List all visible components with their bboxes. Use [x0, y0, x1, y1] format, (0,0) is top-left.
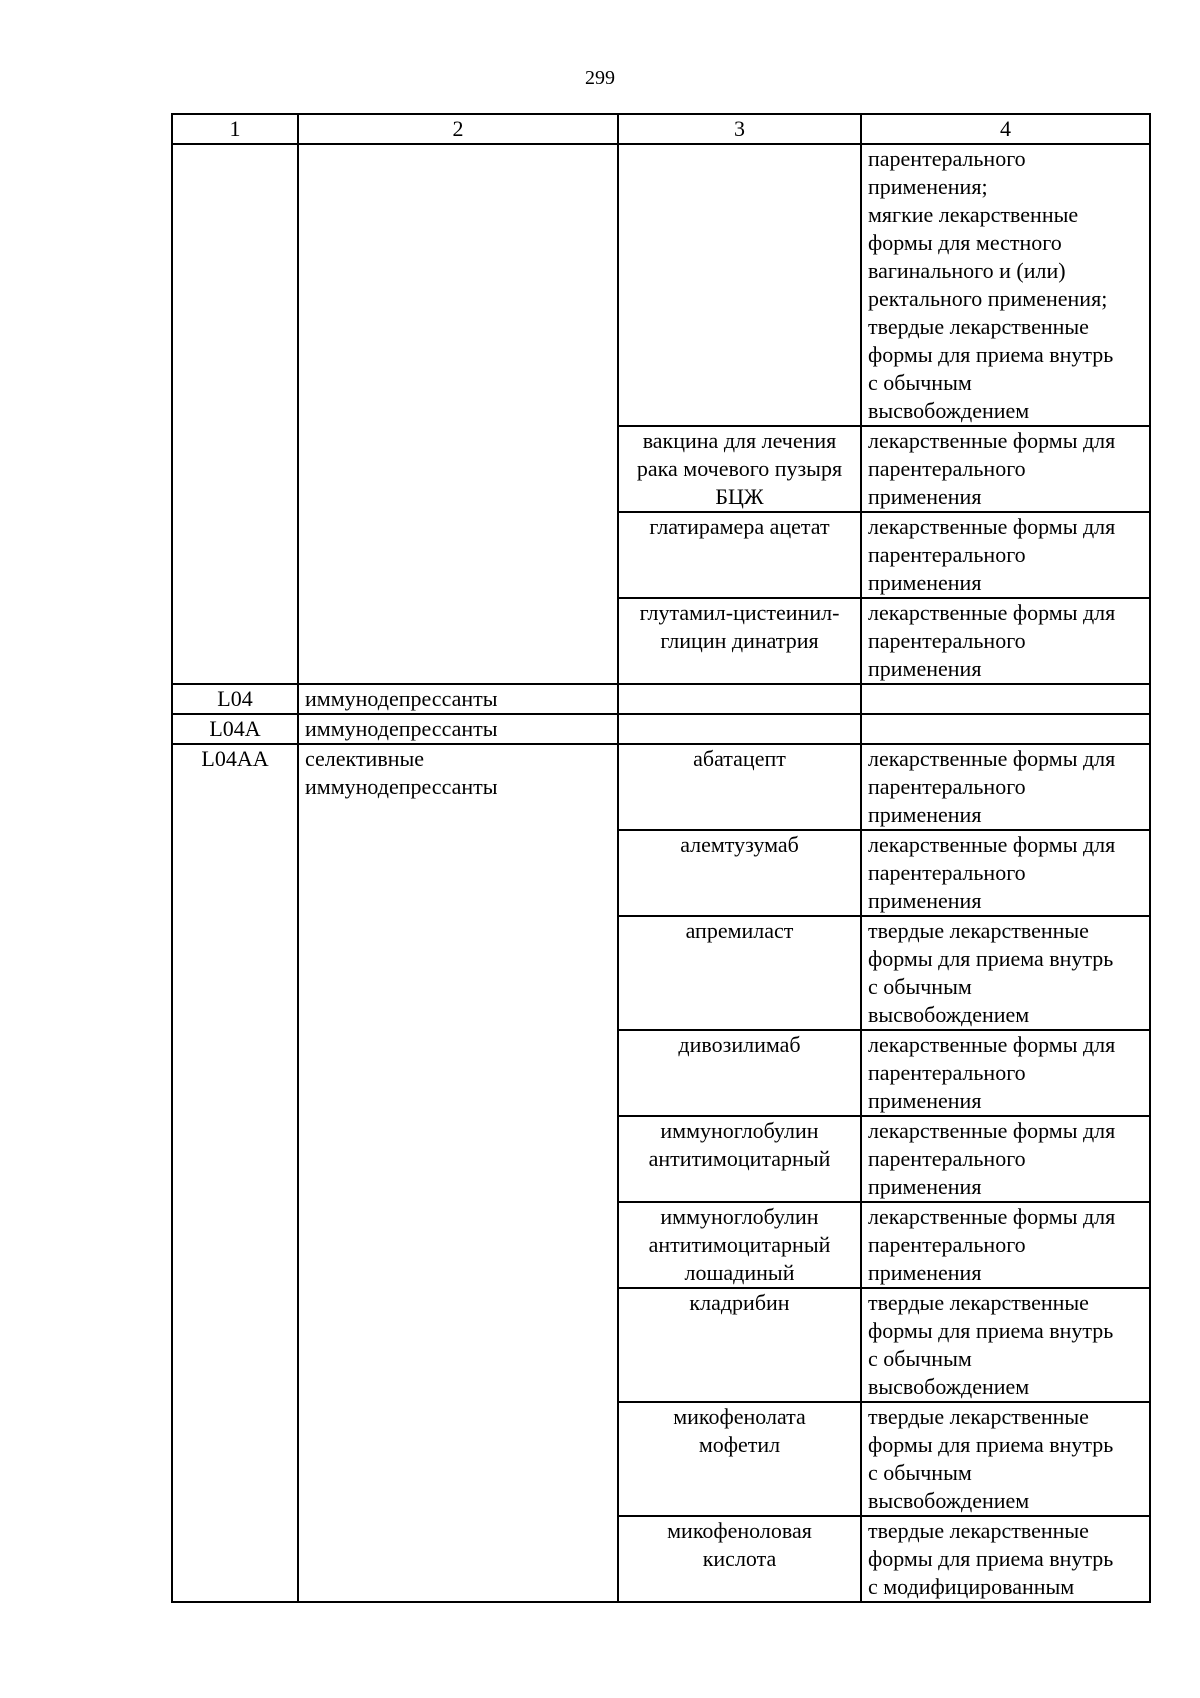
dosage-form-cell-line: с модифицированным: [868, 1574, 1075, 1599]
dosage-form-cell-line: парентерального: [868, 628, 1026, 653]
dosage-form-cell-line: применения: [868, 1260, 982, 1285]
drug-name-cell-line: иммуноглобулин: [660, 1204, 819, 1229]
dosage-form-cell-line: парентерального: [868, 456, 1026, 481]
dosage-form-cell-line: лекарственные формы для: [868, 746, 1116, 771]
dosage-form-cell-line: формы для приема внутрь: [868, 946, 1114, 971]
table-row: [172, 144, 1150, 426]
dosage-form-cell-line: высвобождением: [868, 1488, 1030, 1513]
drug-name-cell: [618, 598, 861, 684]
drug-name-cell: [618, 1402, 861, 1516]
dosage-form-cell-line: формы для приема внутрь: [868, 1318, 1114, 1343]
atc-code-cell: L04: [172, 684, 298, 714]
table-header-row: [172, 114, 1150, 144]
drug-name-cell-line: апремиласт: [685, 918, 794, 943]
dosage-form-cell-line: применения: [868, 1088, 982, 1113]
drug-name-cell-line: мофетил: [698, 1432, 781, 1457]
dosage-form-cell-line: парентерального: [868, 860, 1026, 885]
atc-code-cell: [172, 144, 298, 684]
dosage-form-cell-line: применения: [868, 802, 982, 827]
drug-name-cell-line: абатацепт: [693, 746, 786, 771]
atc-code-cell: L04AA: [172, 744, 298, 1602]
dosage-form-cell: [861, 598, 1150, 684]
dosage-form-cell-line: применения: [868, 888, 982, 913]
drug-name-cell: [618, 1202, 861, 1288]
dosage-form-cell-line: твердые лекарственные: [868, 918, 1089, 943]
dosage-form-cell: [861, 1402, 1150, 1516]
drug-name-cell-line: лошадиный: [684, 1260, 795, 1285]
group-cell: иммунодепрессанты: [298, 684, 618, 714]
group-cell: иммунодепрессанты: [298, 714, 618, 744]
dosage-form-cell-line: с обычным: [868, 1346, 972, 1371]
group-cell-line: селективные: [305, 746, 425, 771]
drug-name-cell-line: вакцина для лечения: [642, 428, 837, 453]
dosage-form-cell-line: применения;: [868, 174, 988, 199]
drug-name-cell: [618, 512, 861, 598]
atc-code-cell: L04A: [172, 714, 298, 744]
dosage-form-cell: [861, 512, 1150, 598]
drug-name-cell-line: микофеноловая: [667, 1518, 812, 1543]
column-header-2: 2: [298, 114, 618, 144]
dosage-form-cell-line: с обычным: [868, 370, 972, 395]
drug-name-cell-line: БЦЖ: [715, 484, 764, 509]
drug-name-cell-line: антитимоцитарный: [648, 1146, 831, 1171]
drug-name-cell: [618, 144, 861, 426]
dosage-form-cell-line: парентерального: [868, 774, 1026, 799]
dosage-form-cell-line: лекарственные формы для: [868, 428, 1116, 453]
table-row: [172, 714, 1150, 744]
group-cell: [298, 744, 618, 1602]
dosage-form-cell-line: лекарственные формы для: [868, 600, 1116, 625]
drug-name-cell: [618, 426, 861, 512]
drug-name-cell: [618, 714, 861, 744]
drug-name-cell-line: глутамил-цистеинил-: [639, 600, 840, 625]
dosage-form-cell-line: твердые лекарственные: [868, 1404, 1089, 1429]
dosage-form-cell-line: формы для приема внутрь: [868, 1546, 1114, 1571]
drug-name-cell-line: глицин динатрия: [660, 628, 819, 653]
drug-name-cell: [618, 744, 861, 830]
group-cell: [298, 144, 618, 684]
dosage-form-cell-line: вагинального и (или): [868, 258, 1066, 283]
dosage-form-cell-line: высвобождением: [868, 1374, 1030, 1399]
drug-name-cell: [618, 830, 861, 916]
dosage-form-cell-line: ректального применения;: [868, 286, 1108, 311]
dosage-form-cell: [861, 714, 1150, 744]
dosage-form-cell-line: лекарственные формы для: [868, 1032, 1116, 1057]
drug-table: [171, 113, 1151, 1603]
dosage-form-cell-line: парентерального: [868, 1146, 1026, 1171]
dosage-form-cell-line: формы для приема внутрь: [868, 1432, 1114, 1457]
table-row: [172, 744, 1150, 830]
drug-name-cell-line: микофенолата: [673, 1404, 806, 1429]
column-header-1: 1: [172, 114, 298, 144]
dosage-form-cell: [861, 144, 1150, 426]
drug-name-cell-line: дивозилимаб: [678, 1032, 801, 1057]
dosage-form-cell-line: с обычным: [868, 1460, 972, 1485]
dosage-form-cell: [861, 1288, 1150, 1402]
drug-name-cell-line: кислота: [702, 1546, 777, 1571]
dosage-form-cell-line: лекарственные формы для: [868, 514, 1116, 539]
group-cell-line: иммунодепрессанты: [305, 774, 498, 799]
dosage-form-cell: [861, 1030, 1150, 1116]
drug-name-cell: [618, 1516, 861, 1602]
dosage-form-cell: [861, 830, 1150, 916]
dosage-form-cell: [861, 916, 1150, 1030]
dosage-form-cell: [861, 744, 1150, 830]
dosage-form-cell-line: парентерального: [868, 1232, 1026, 1257]
dosage-form-cell-line: твердые лекарственные: [868, 1518, 1089, 1543]
drug-name-cell: [618, 916, 861, 1030]
dosage-form-cell-line: мягкие лекарственные: [868, 202, 1079, 227]
column-header-4: 4: [861, 114, 1150, 144]
dosage-form-cell-line: парентерального: [868, 146, 1026, 171]
dosage-form-cell-line: применения: [868, 484, 982, 509]
drug-name-cell-line: глатирамера ацетат: [649, 514, 830, 539]
dosage-form-cell-line: лекарственные формы для: [868, 832, 1116, 857]
dosage-form-cell-line: формы для местного: [868, 230, 1062, 255]
column-header-3: 3: [618, 114, 861, 144]
dosage-form-cell-line: применения: [868, 656, 982, 681]
drug-name-cell-line: антитимоцитарный: [648, 1232, 831, 1257]
dosage-form-cell-line: лекарственные формы для: [868, 1118, 1116, 1143]
dosage-form-cell-line: с обычным: [868, 974, 972, 999]
drug-name-cell-line: алемтузумаб: [680, 832, 799, 857]
dosage-form-cell-line: твердые лекарственные: [868, 1290, 1089, 1315]
dosage-form-cell: [861, 684, 1150, 714]
drug-name-cell-line: рака мочевого пузыря: [636, 456, 843, 481]
dosage-form-cell: [861, 1202, 1150, 1288]
dosage-form-cell-line: твердые лекарственные: [868, 314, 1089, 339]
drug-name-cell: [618, 1030, 861, 1116]
drug-name-cell-line: кладрибин: [689, 1290, 790, 1315]
drug-name-cell: [618, 1116, 861, 1202]
dosage-form-cell: [861, 1516, 1150, 1602]
dosage-form-cell: [861, 426, 1150, 512]
drug-name-cell: [618, 1288, 861, 1402]
dosage-form-cell-line: парентерального: [868, 542, 1026, 567]
drug-name-cell: [618, 684, 861, 714]
dosage-form-cell-line: применения: [868, 570, 982, 595]
dosage-form-cell-line: лекарственные формы для: [868, 1204, 1116, 1229]
dosage-form-cell: [861, 1116, 1150, 1202]
dosage-form-cell-line: высвобождением: [868, 1002, 1030, 1027]
page-number: 299: [585, 67, 615, 89]
dosage-form-cell-line: парентерального: [868, 1060, 1026, 1085]
table-row: [172, 684, 1150, 714]
dosage-form-cell-line: формы для приема внутрь: [868, 342, 1114, 367]
drug-name-cell-line: иммуноглобулин: [660, 1118, 819, 1143]
dosage-form-cell-line: высвобождением: [868, 398, 1030, 423]
dosage-form-cell-line: применения: [868, 1174, 982, 1199]
